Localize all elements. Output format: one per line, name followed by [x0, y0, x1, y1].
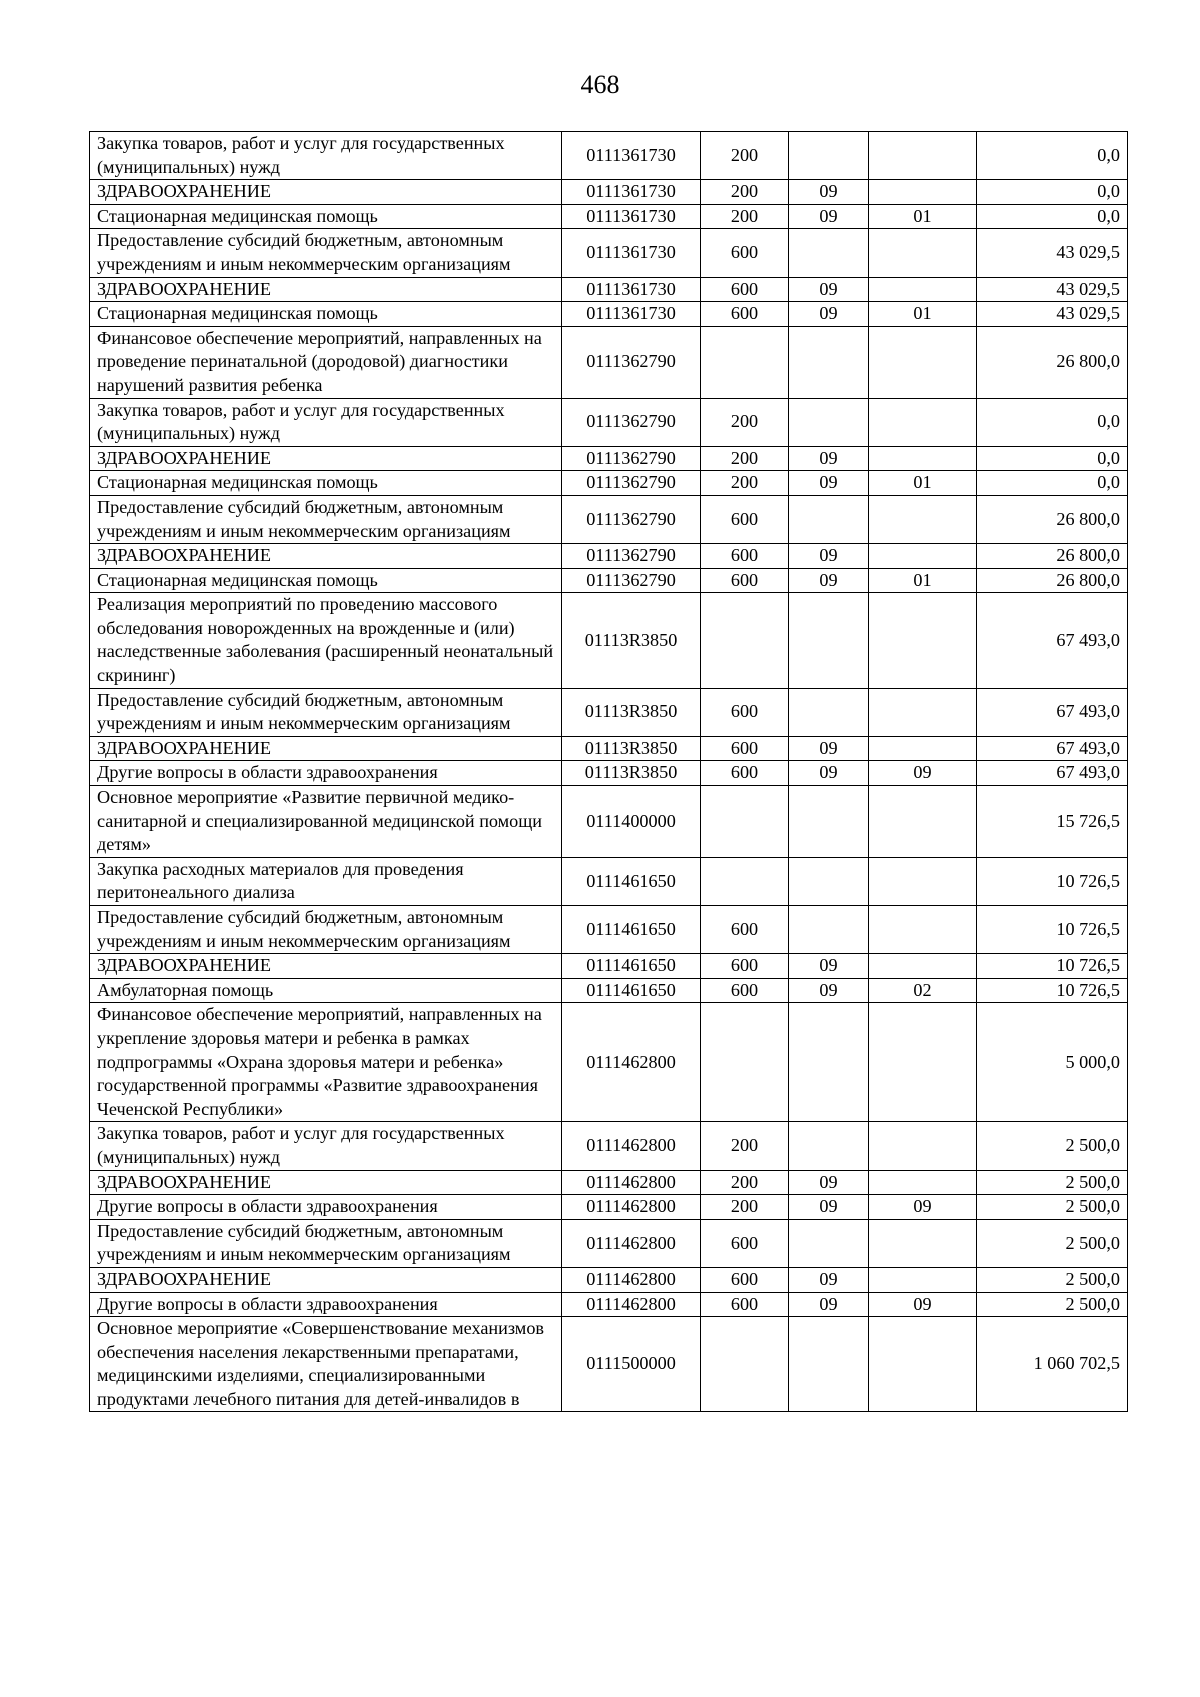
table-row [90, 1317, 1128, 1412]
table-row [90, 568, 1128, 593]
item-name-cell: Закупка расходных материалов для проведения перитонеального диализа [90, 857, 562, 905]
item-name-cell: Финансовое обеспечение мероприятий, направленных на проведение перинатальной (дородовой) диагностики нарушений развития ребенка [90, 326, 562, 398]
target-code-cell: 0111462800 [562, 1219, 701, 1267]
section-cell [789, 857, 869, 905]
table-row [90, 446, 1128, 471]
amount-cell: 10 726,5 [977, 857, 1128, 905]
amount-cell: 0,0 [977, 180, 1128, 205]
target-code-cell: 0111361730 [562, 277, 701, 302]
amount-cell: 43 029,5 [977, 229, 1128, 277]
item-name-cell: Другие вопросы в области здравоохранения [90, 761, 562, 786]
subsection-cell [869, 954, 977, 979]
target-code-cell: 0111362790 [562, 398, 701, 446]
table-row [90, 1195, 1128, 1220]
item-name-cell: Закупка товаров, работ и услуг для государственных (муниципальных) нужд [90, 1122, 562, 1170]
expense-type-cell: 200 [701, 471, 789, 496]
target-code-cell: 0111462800 [562, 1170, 701, 1195]
section-cell: 09 [789, 277, 869, 302]
expense-type-cell: 600 [701, 544, 789, 569]
section-cell: 09 [789, 1267, 869, 1292]
subsection-cell [869, 495, 977, 543]
expense-type-cell: 200 [701, 180, 789, 205]
table-row [90, 978, 1128, 1003]
section-cell: 09 [789, 204, 869, 229]
item-name-cell: ЗДРАВООХРАНЕНИЕ [90, 544, 562, 569]
section-cell [789, 326, 869, 398]
amount-cell: 67 493,0 [977, 593, 1128, 688]
table-row [90, 398, 1128, 446]
target-code-cell: 0111461650 [562, 906, 701, 954]
expense-type-cell: 600 [701, 761, 789, 786]
page-number: 468 [580, 70, 620, 99]
table-row [90, 495, 1128, 543]
subsection-cell [869, 1317, 977, 1412]
target-code-cell: 01113R3850 [562, 761, 701, 786]
item-name-cell: Закупка товаров, работ и услуг для государственных (муниципальных) нужд [90, 132, 562, 180]
table-row [90, 544, 1128, 569]
table-row [90, 786, 1128, 858]
item-name-cell: Предоставление субсидий бюджетным, автономным учреждениям и иным некоммерческим организациям [90, 906, 562, 954]
expense-type-cell [701, 1003, 789, 1122]
expense-type-cell: 600 [701, 688, 789, 736]
amount-cell: 43 029,5 [977, 277, 1128, 302]
section-cell [789, 593, 869, 688]
subsection-cell [869, 229, 977, 277]
target-code-cell: 0111361730 [562, 204, 701, 229]
budget-table-body [90, 132, 1128, 1412]
table-row [90, 954, 1128, 979]
section-cell: 09 [789, 978, 869, 1003]
expense-type-cell: 200 [701, 132, 789, 180]
target-code-cell: 0111362790 [562, 544, 701, 569]
subsection-cell: 01 [869, 302, 977, 327]
table-row [90, 688, 1128, 736]
amount-cell: 26 800,0 [977, 326, 1128, 398]
subsection-cell [869, 786, 977, 858]
section-cell [789, 906, 869, 954]
amount-cell: 26 800,0 [977, 544, 1128, 569]
item-name-cell: Стационарная медицинская помощь [90, 568, 562, 593]
section-cell: 09 [789, 954, 869, 979]
amount-cell: 2 500,0 [977, 1219, 1128, 1267]
table-row [90, 906, 1128, 954]
subsection-cell: 02 [869, 978, 977, 1003]
amount-cell: 67 493,0 [977, 761, 1128, 786]
table-row [90, 736, 1128, 761]
target-code-cell: 0111462800 [562, 1195, 701, 1220]
target-code-cell: 0111400000 [562, 786, 701, 858]
expense-type-cell [701, 1317, 789, 1412]
expense-type-cell: 600 [701, 568, 789, 593]
amount-cell: 0,0 [977, 471, 1128, 496]
target-code-cell: 0111461650 [562, 954, 701, 979]
subsection-cell: 01 [869, 471, 977, 496]
table-row [90, 1267, 1128, 1292]
table-row [90, 1122, 1128, 1170]
subsection-cell [869, 857, 977, 905]
subsection-cell [869, 544, 977, 569]
target-code-cell: 0111361730 [562, 132, 701, 180]
subsection-cell [869, 1122, 977, 1170]
subsection-cell [869, 1170, 977, 1195]
amount-cell: 2 500,0 [977, 1195, 1128, 1220]
section-cell [789, 495, 869, 543]
section-cell: 09 [789, 471, 869, 496]
table-row [90, 471, 1128, 496]
target-code-cell: 0111461650 [562, 857, 701, 905]
section-cell: 09 [789, 446, 869, 471]
amount-cell: 0,0 [977, 204, 1128, 229]
expense-type-cell: 600 [701, 978, 789, 1003]
item-name-cell: Предоставление субсидий бюджетным, автономным учреждениям и иным некоммерческим организациям [90, 229, 562, 277]
expense-type-cell: 200 [701, 1195, 789, 1220]
table-row [90, 593, 1128, 688]
subsection-cell: 09 [869, 761, 977, 786]
amount-cell: 43 029,5 [977, 302, 1128, 327]
expense-type-cell: 200 [701, 1122, 789, 1170]
expense-type-cell: 200 [701, 1170, 789, 1195]
item-name-cell: ЗДРАВООХРАНЕНИЕ [90, 446, 562, 471]
subsection-cell [869, 1219, 977, 1267]
expense-type-cell: 600 [701, 1267, 789, 1292]
expense-type-cell [701, 786, 789, 858]
section-cell [789, 398, 869, 446]
expense-type-cell [701, 326, 789, 398]
expense-type-cell: 600 [701, 1292, 789, 1317]
expense-type-cell: 600 [701, 954, 789, 979]
section-cell: 09 [789, 180, 869, 205]
subsection-cell [869, 180, 977, 205]
target-code-cell: 0111462800 [562, 1003, 701, 1122]
section-cell: 09 [789, 568, 869, 593]
section-cell [789, 1122, 869, 1170]
expense-type-cell: 600 [701, 277, 789, 302]
target-code-cell: 0111361730 [562, 180, 701, 205]
amount-cell: 10 726,5 [977, 906, 1128, 954]
target-code-cell: 0111462800 [562, 1122, 701, 1170]
amount-cell: 67 493,0 [977, 736, 1128, 761]
amount-cell: 10 726,5 [977, 954, 1128, 979]
target-code-cell: 0111461650 [562, 978, 701, 1003]
subsection-cell: 09 [869, 1292, 977, 1317]
subsection-cell [869, 688, 977, 736]
item-name-cell: Предоставление субсидий бюджетным, автономным учреждениям и иным некоммерческим организациям [90, 1219, 562, 1267]
item-name-cell: Стационарная медицинская помощь [90, 204, 562, 229]
amount-cell: 26 800,0 [977, 495, 1128, 543]
budget-table [89, 131, 1128, 1412]
amount-cell: 2 500,0 [977, 1170, 1128, 1195]
subsection-cell [869, 398, 977, 446]
section-cell [789, 1317, 869, 1412]
target-code-cell: 0111462800 [562, 1292, 701, 1317]
target-code-cell: 01113R3850 [562, 736, 701, 761]
amount-cell: 15 726,5 [977, 786, 1128, 858]
section-cell [789, 786, 869, 858]
section-cell: 09 [789, 761, 869, 786]
amount-cell: 2 500,0 [977, 1122, 1128, 1170]
section-cell: 09 [789, 1292, 869, 1317]
amount-cell: 26 800,0 [977, 568, 1128, 593]
subsection-cell [869, 1003, 977, 1122]
expense-type-cell: 200 [701, 398, 789, 446]
target-code-cell: 0111362790 [562, 326, 701, 398]
item-name-cell: Основное мероприятие «Совершенствование механизмов обеспечения населения лекарственными препаратами, медицинскими изделиями, специализированными продуктами лечебного питания для детей-инвалидов в [90, 1317, 562, 1412]
section-cell [789, 229, 869, 277]
subsection-cell: 01 [869, 204, 977, 229]
item-name-cell: Основное мероприятие «Развитие первичной медико-санитарной и специализированной медицинской помощи детям» [90, 786, 562, 858]
item-name-cell: ЗДРАВООХРАНЕНИЕ [90, 954, 562, 979]
target-code-cell: 0111362790 [562, 446, 701, 471]
expense-type-cell: 600 [701, 495, 789, 543]
target-code-cell: 0111500000 [562, 1317, 701, 1412]
table-row [90, 857, 1128, 905]
table-row [90, 204, 1128, 229]
target-code-cell: 0111362790 [562, 495, 701, 543]
subsection-cell [869, 1267, 977, 1292]
table-row [90, 180, 1128, 205]
section-cell: 09 [789, 1195, 869, 1220]
target-code-cell: 01113R3850 [562, 593, 701, 688]
item-name-cell: Финансовое обеспечение мероприятий, направленных на укрепление здоровья матери и ребенка в рамках подпрограммы «Охрана здоровья матери и ребенка» государственной программы «Развитие здравоохранения Чеченской Республики» [90, 1003, 562, 1122]
section-cell: 09 [789, 1170, 869, 1195]
expense-type-cell [701, 857, 789, 905]
item-name-cell: Предоставление субсидий бюджетным, автономным учреждениям и иным некоммерческим организациям [90, 688, 562, 736]
table-row [90, 1292, 1128, 1317]
expense-type-cell: 600 [701, 229, 789, 277]
amount-cell: 67 493,0 [977, 688, 1128, 736]
item-name-cell: Другие вопросы в области здравоохранения [90, 1195, 562, 1220]
expense-type-cell: 600 [701, 906, 789, 954]
section-cell [789, 1219, 869, 1267]
subsection-cell [869, 446, 977, 471]
subsection-cell: 01 [869, 568, 977, 593]
expense-type-cell: 200 [701, 204, 789, 229]
amount-cell: 0,0 [977, 398, 1128, 446]
item-name-cell: Предоставление субсидий бюджетным, автономным учреждениям и иным некоммерческим организациям [90, 495, 562, 543]
expense-type-cell: 600 [701, 302, 789, 327]
table-row [90, 1170, 1128, 1195]
table-row [90, 761, 1128, 786]
section-cell [789, 1003, 869, 1122]
subsection-cell [869, 906, 977, 954]
table-row [90, 132, 1128, 180]
target-code-cell: 0111361730 [562, 229, 701, 277]
target-code-cell: 01113R3850 [562, 688, 701, 736]
expense-type-cell: 600 [701, 736, 789, 761]
item-name-cell: ЗДРАВООХРАНЕНИЕ [90, 1267, 562, 1292]
table-row [90, 326, 1128, 398]
table-row [90, 302, 1128, 327]
amount-cell: 5 000,0 [977, 1003, 1128, 1122]
subsection-cell [869, 593, 977, 688]
item-name-cell: Амбулаторная помощь [90, 978, 562, 1003]
subsection-cell [869, 132, 977, 180]
expense-type-cell [701, 593, 789, 688]
item-name-cell: ЗДРАВООХРАНЕНИЕ [90, 1170, 562, 1195]
target-code-cell: 0111462800 [562, 1267, 701, 1292]
subsection-cell: 09 [869, 1195, 977, 1220]
target-code-cell: 0111362790 [562, 568, 701, 593]
target-code-cell: 0111361730 [562, 302, 701, 327]
item-name-cell: ЗДРАВООХРАНЕНИЕ [90, 736, 562, 761]
item-name-cell: Стационарная медицинская помощь [90, 471, 562, 496]
item-name-cell: Реализация мероприятий по проведению массового обследования новорожденных на врожденные и (или) наследственные заболевания (расширенный неонатальный скрининг) [90, 593, 562, 688]
amount-cell: 2 500,0 [977, 1292, 1128, 1317]
item-name-cell: ЗДРАВООХРАНЕНИЕ [90, 277, 562, 302]
expense-type-cell: 200 [701, 446, 789, 471]
amount-cell: 1 060 702,5 [977, 1317, 1128, 1412]
section-cell: 09 [789, 544, 869, 569]
expense-type-cell: 600 [701, 1219, 789, 1267]
item-name-cell: Стационарная медицинская помощь [90, 302, 562, 327]
section-cell [789, 132, 869, 180]
item-name-cell: Другие вопросы в области здравоохранения [90, 1292, 562, 1317]
subsection-cell [869, 326, 977, 398]
section-cell: 09 [789, 302, 869, 327]
table-row [90, 277, 1128, 302]
table-row [90, 1003, 1128, 1122]
item-name-cell: Закупка товаров, работ и услуг для государственных (муниципальных) нужд [90, 398, 562, 446]
subsection-cell [869, 736, 977, 761]
table-row [90, 1219, 1128, 1267]
section-cell [789, 688, 869, 736]
amount-cell: 0,0 [977, 446, 1128, 471]
section-cell: 09 [789, 736, 869, 761]
amount-cell: 0,0 [977, 132, 1128, 180]
subsection-cell [869, 277, 977, 302]
amount-cell: 10 726,5 [977, 978, 1128, 1003]
table-row [90, 229, 1128, 277]
item-name-cell: ЗДРАВООХРАНЕНИЕ [90, 180, 562, 205]
amount-cell: 2 500,0 [977, 1267, 1128, 1292]
target-code-cell: 0111362790 [562, 471, 701, 496]
